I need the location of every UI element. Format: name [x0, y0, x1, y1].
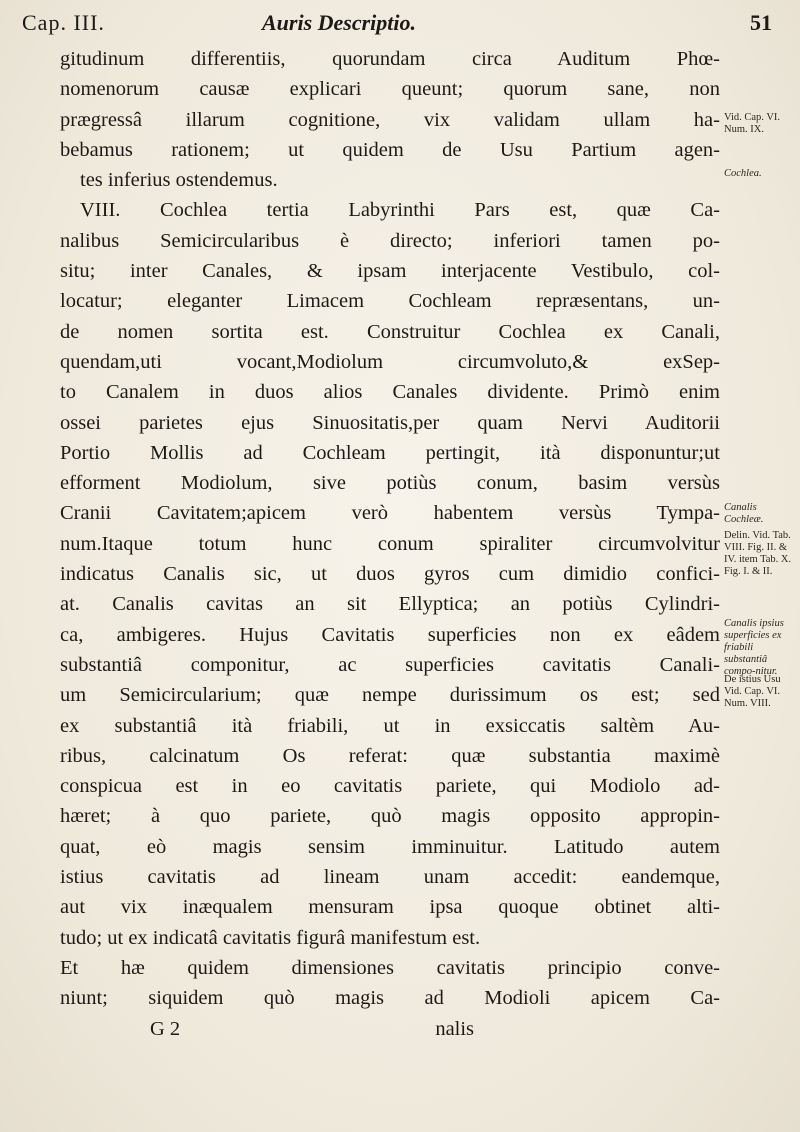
text-line: Cranii Cavitatem;apicem verò habentem versùs Tympa-: [60, 502, 720, 525]
text-line: ossei parietes ejus Sinuositatis,per quam Nervi Auditorii: [60, 411, 720, 434]
text-line: istius cavitatis ad lineam unam accedit: eandemque,: [60, 866, 720, 889]
text-line: prægressâ illarum cognitione, vix validam ullam ha-: [60, 108, 720, 131]
text-line: bebamus rationem; ut quidem de Usu Partium agen-: [60, 138, 720, 161]
text-line: nalibus Semicircularibus è directo; inferiori tamen po-: [60, 229, 720, 252]
text-line: ribus, calcinatum Os referat: quæ substantia maximè: [60, 744, 720, 767]
text-line: situ; inter Canales, & ipsam interjacente Vestibulo, col-: [60, 260, 720, 283]
text-line: quendam,uti vocant,Modiolum circumvoluto,& exSep-: [60, 350, 720, 373]
text-line: locatur; eleganter Limacem Cochleam repræsentans, un-: [60, 290, 720, 313]
catchword: nalis: [435, 1017, 475, 1040]
text-line: de nomen sortita est. Construitur Cochlea ex Canali,: [60, 320, 720, 343]
running-header: [22, 10, 772, 40]
margin-note: De istius Usu Vid. Cap. VI. Num. VIII.: [724, 674, 781, 709]
text-line: ca, ambigeres. Hujus Cavitatis superficies non ex eâdem: [60, 623, 720, 646]
catchword-line: [60, 1014, 720, 1044]
text-line: VIII. Cochlea tertia Labyrinthi Pars est, quæ Ca-: [80, 199, 720, 222]
text-line: niunt; siquidem quò magis ad Modioli apicem Ca-: [60, 987, 720, 1010]
text-line: Et hæ quidem dimensiones cavitatis principio conve-: [60, 956, 720, 979]
chapter-heading: Cap. III.: [22, 10, 105, 35]
margin-note-text: Canalis ipsius superficies ex friabili substantiâ compo-nitur.: [724, 618, 784, 677]
main-text-block: [60, 44, 720, 1044]
text-line: gitudinum differentiis, quorundam circa Auditum Phœ-: [60, 48, 720, 70]
margin-note: [724, 502, 796, 526]
text-line: indicatus Canalis sic, ut duos gyros cum dimidio confici-: [60, 563, 720, 586]
margin-note: [724, 168, 796, 180]
text-line: ex substantiâ ità friabili, ut in exsiccatis saltèm Au-: [60, 714, 720, 737]
text-line: hæret; à quo pariete, quò magis opposito appropin-: [60, 805, 720, 828]
margin-note-text: Canalis Cochleæ.: [724, 502, 764, 525]
page-number: 51: [750, 10, 772, 35]
text-line: efforment Modiolum, sive potiùs conum, basim versùs: [60, 472, 720, 495]
text-line: um Semicircularium; quæ nempe durissimum os est; sed: [60, 684, 720, 707]
text-line: at. Canalis cavitas an sit Ellyptica; an potiùs Cylindri-: [60, 593, 720, 616]
text-line: conspicua est in eo cavitatis pariete, qui Modiolo ad-: [60, 775, 720, 798]
text-line: Portio Mollis ad Cochleam pertingit, ità disponuntur;ut: [60, 441, 720, 464]
text-line: to Canalem in duos alios Canales dividente. Primò enim: [60, 381, 720, 404]
text-line: quat, eò magis sensim imminuitur. Latitudo autem: [60, 835, 720, 858]
text-line: aut vix inæqualem mensuram ipsa quoque obtinet alti-: [60, 896, 720, 919]
running-title: Auris Descriptio.: [262, 10, 417, 35]
signature-mark: G 2: [150, 1017, 181, 1040]
text-line: substantiâ componitur, ac superficies cavitatis Canali-: [60, 653, 720, 676]
margin-note-text: Cochlea.: [724, 168, 762, 179]
margin-note: [724, 618, 796, 678]
text-line: nomenorum causæ explicari queunt; quorum sane, non: [60, 78, 720, 101]
margin-note: Vid. Cap. VI. Num. IX.: [724, 112, 781, 135]
text-line: tudo; ut ex indicatâ cavitatis figurâ manifestum est.: [60, 926, 481, 949]
text-line: tes inferius ostendemus.: [80, 169, 278, 192]
margin-note: Delin. Vid. Tab. VIII. Fig. II. & IV. item Tab. X. Fig. I. & II.: [724, 530, 792, 577]
text-line: num.Itaque totum hunc conum spiraliter circumvolvitur: [60, 532, 720, 555]
